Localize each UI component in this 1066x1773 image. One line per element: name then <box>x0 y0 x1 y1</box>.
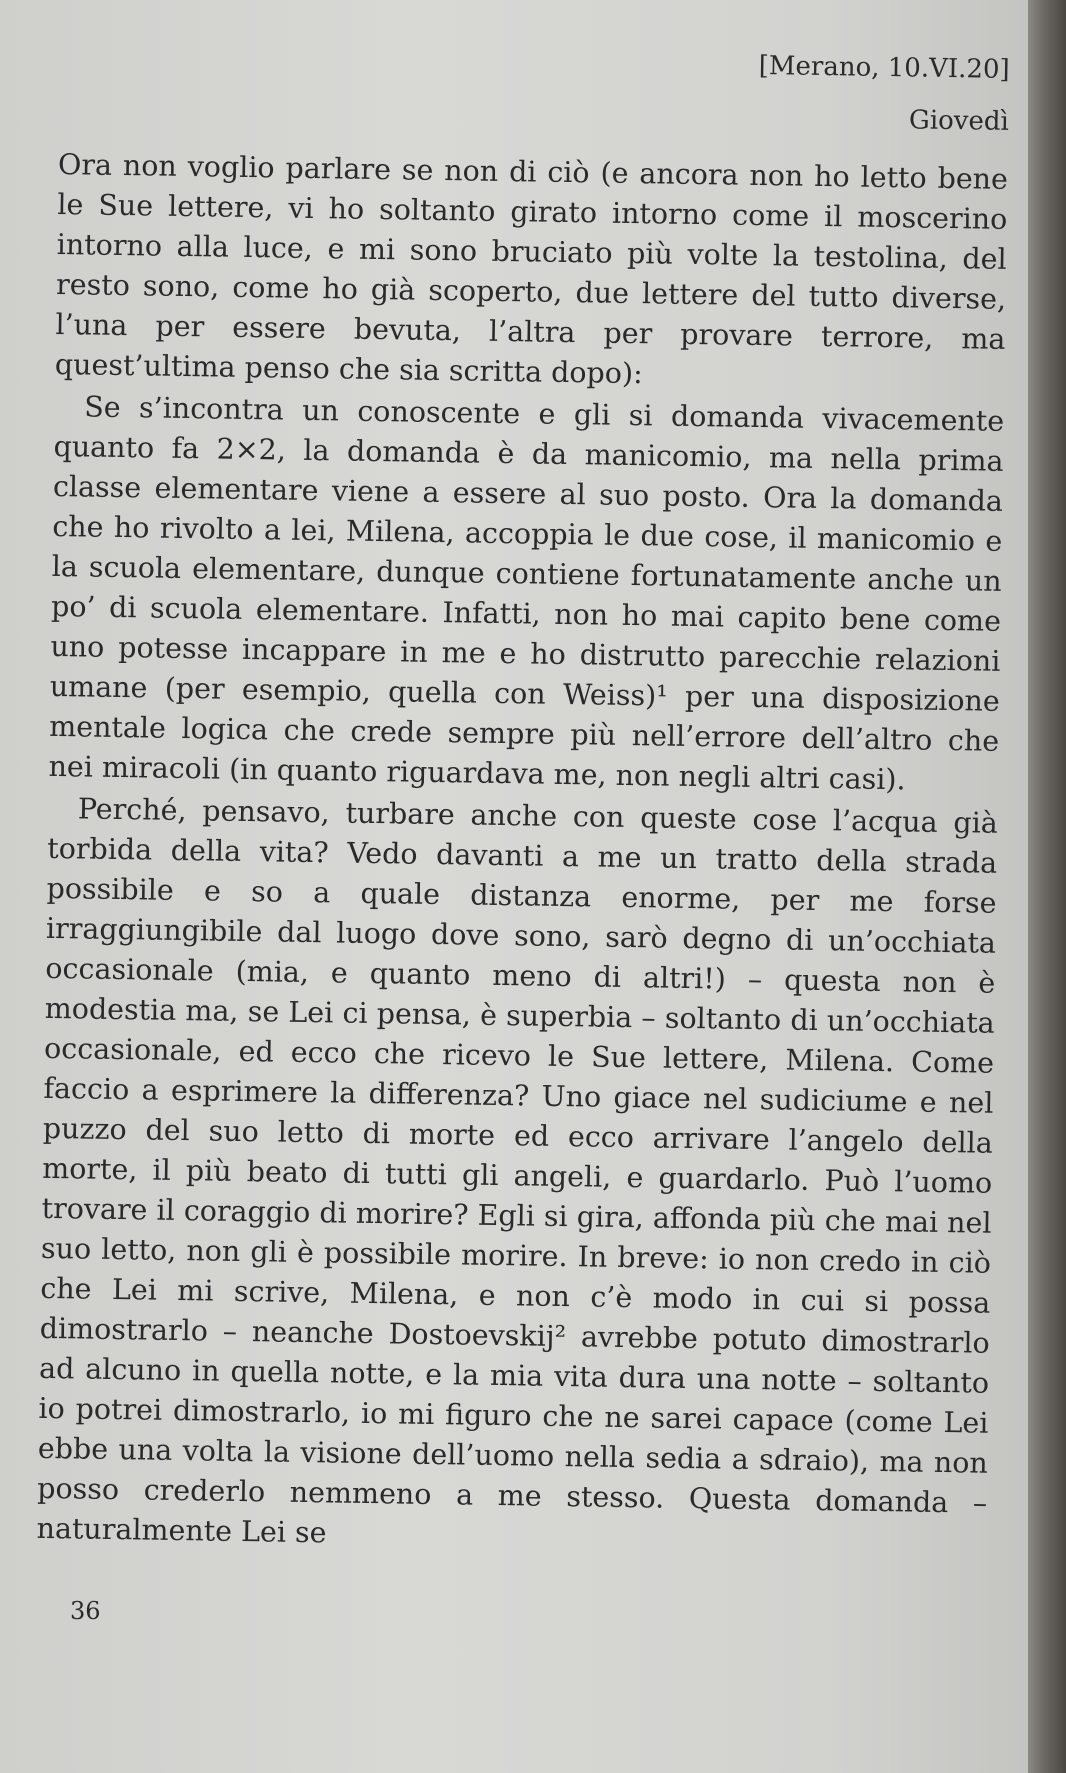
text-block <box>36 40 1010 1564</box>
place-date: [Merano, 10.VI.20] <box>758 50 1010 85</box>
letter-heading <box>58 40 1010 160</box>
paragraph-1: Ora non voglio parlare se non di ciò (e ancora non ho letto bene le Sue lettere, vi ho soltanto girato intorno come il moscerino intorno alla luce, e mi sono bruciato più volte la testolina, del resto sono, come ho già scoperto, due lettere del tutto diverse, l’una per essere bevuta, l’altra per provare terrore, ma quest’ultima penso che sia scritta dopo): <box>54 147 1009 391</box>
weekday: Giovedì <box>908 105 1010 137</box>
page-edge-shadow <box>1028 0 1066 1773</box>
paragraph-2: Se s’incontra un conoscente e gli si domanda vivacemente quanto fa 2×2, la domanda è da manicomio, ma nella prima classe elementare viene a essere al suo posto. Ora la domanda che ho rivolto a lei, Milena, accoppia le due cose, il manicomio e la scuola elementare, dunque contiene fortunatamente anche un po’ di scuola elementare. Infatti, non ho mai capito bene come uno potesse incappare in me e ho distrutto parecchie relazioni umane (per esempio, quella con Weiss)¹ per una disposizione mentale logica che crede sempre più nell’errore dell’altro che nei miracoli (in quanto riguardava me, non negli altri casi). <box>48 390 1005 797</box>
paragraph-3: Perché, pensavo, turbare anche con queste cose l’acqua già torbida della vita? Vedo davanti a me un tratto della strada possibile e so a quale distanza enorme, per me forse irraggiungibile dal luogo dove sono, sarò degno di un’occhiata occasionale (mia, e quanto meno di altri!) – questa non è modestia ma, se Lei ci pensa, è superbia – soltanto di un’occhiata occasionale, ed ecco che ricevo le Sue lettere, Milena. Come faccio a esprimere la differenza? Uno giace nel sudiciume e nel puzzo del suo letto di morte ed ecco arrivare l’angelo della morte, il più beato di tutti gli angeli, e guardarlo. Può l’uomo trovare il coraggio di morire? Egli si gira, affonda più che mai nel suo letto, non gli è possibile morire. In breve: io non credo in ciò che Lei mi scrive, Milena, e non c’è modo in cui si possa dimostrarlo – neanche Dostoevskij² avrebbe potuto dimostrarlo ad alcuno in quella notte, e la mia vita dura una notte – soltanto io potrei dimostrarlo, io mi figuro che ne sarei capace (come Lei ebbe una volta la visione dell’uomo nella sedia a sdraio), ma non posso crederlo nemmeno a me stesso. Questa domanda – naturalmente Lei se <box>36 792 999 1550</box>
page-number: 36 <box>70 1597 101 1625</box>
